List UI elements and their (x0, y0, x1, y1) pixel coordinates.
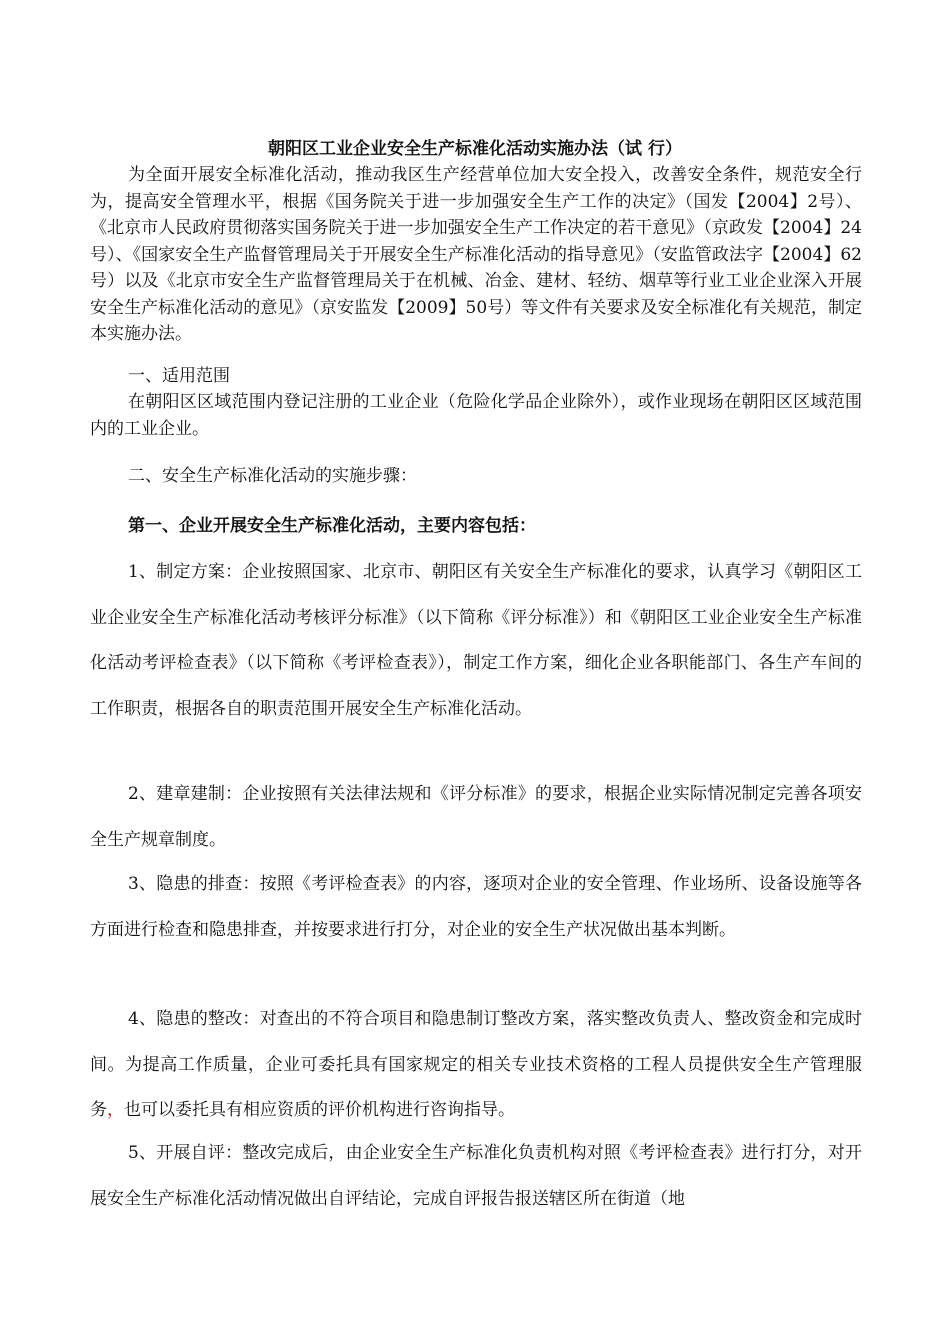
list-item-4-text-a: 4、隐患的整改：对查出的不符合项目和隐患制订整改方案，落实整改负责人、整改资金和完成时间。为提高工作质量，企业可委托具有国家规定的相关专业技术资格的工程人员提供安全生产管理服务 (90, 1009, 862, 1120)
list-item-3: 3、隐患的排查：按照《考评检查表》的内容，逐项对企业的安全管理、作业场所、设备设施等各方面进行检查和隐患排查，并按要求进行打分，对企业的安全生产状况做出基本判断。 (90, 874, 862, 940)
list-item-4 (90, 997, 862, 1134)
list-item-2: 2、建章建制：企业按照有关法律法规和《评分标准》的要求，根据企业实际情况制定完善各项安全生产规章制度。 (90, 784, 862, 850)
list-item-4-red-comma: ， (107, 1100, 124, 1120)
section-1-body: 在朝阳区区域范围内登记注册的工业企业（危险化学品企业除外），或作业现场在朝阳区区域范围内的工业企业。 (90, 392, 862, 439)
section-1 (90, 363, 862, 442)
list-item-1: 1、制定方案：企业按照国家、北京市、朝阳区有关安全生产标准化的要求，认真学习《朝阳区工业企业安全生产标准化活动考核评分标准》（以下简称《评分标准》）和《朝阳区工业企业安全生产标准化活动考评检查表》（以下简称《考评检查表》），制定工作方案，细化企业各职能部门、各生产车间的工作职责，根据各自的职责范围开展安全生产标准化活动。 (90, 562, 862, 719)
section-1-heading: 一、适用范围 (128, 366, 230, 386)
section-2-subheading: 第一、企业开展安全生产标准化活动，主要内容包括： (128, 516, 536, 536)
section-2-heading: 二、安全生产标准化活动的实施步骤： (128, 466, 417, 486)
intro-paragraph: 为全面开展安全标准化活动，推动我区生产经营单位加大安全投入，改善安全条件，规范安全行为，提高安全管理水平，根据《国务院关于进一步加强安全生产工作的决定》（国发【2004】2号）、《北京市人民政府贯彻落实国务院关于进一步加强安全生产工作决定的若干意见》（京政发【2004】24号）、《国家安全生产监督管理局关于开展安全生产标准化活动的指导意见》（安监管政法字【2004】62号）以及《北京市安全生产监督管理局关于在机械、冶金、建材、轻纺、烟草等行业工业企业深入开展安全生产标准化活动的意见》（京安监发【2009】50号）等文件有关要求及安全标准化有关规范，制定本实施办法。 (90, 165, 862, 344)
document-title: 朝阳区工业企业安全生产标准化活动实施办法（试 行） (268, 139, 682, 159)
list-item-5: 5、开展自评：整改完成后，由企业安全生产标准化负责机构对照《考评检查表》进行打分，对开展安全生产标准化活动情况做出自评结论，完成自评报告报送辖区所在街道（地 (90, 1143, 862, 1209)
list-item-4-text-b: 也可以委托具有相应资质的评价机构进行咨询指导。 (124, 1100, 515, 1120)
